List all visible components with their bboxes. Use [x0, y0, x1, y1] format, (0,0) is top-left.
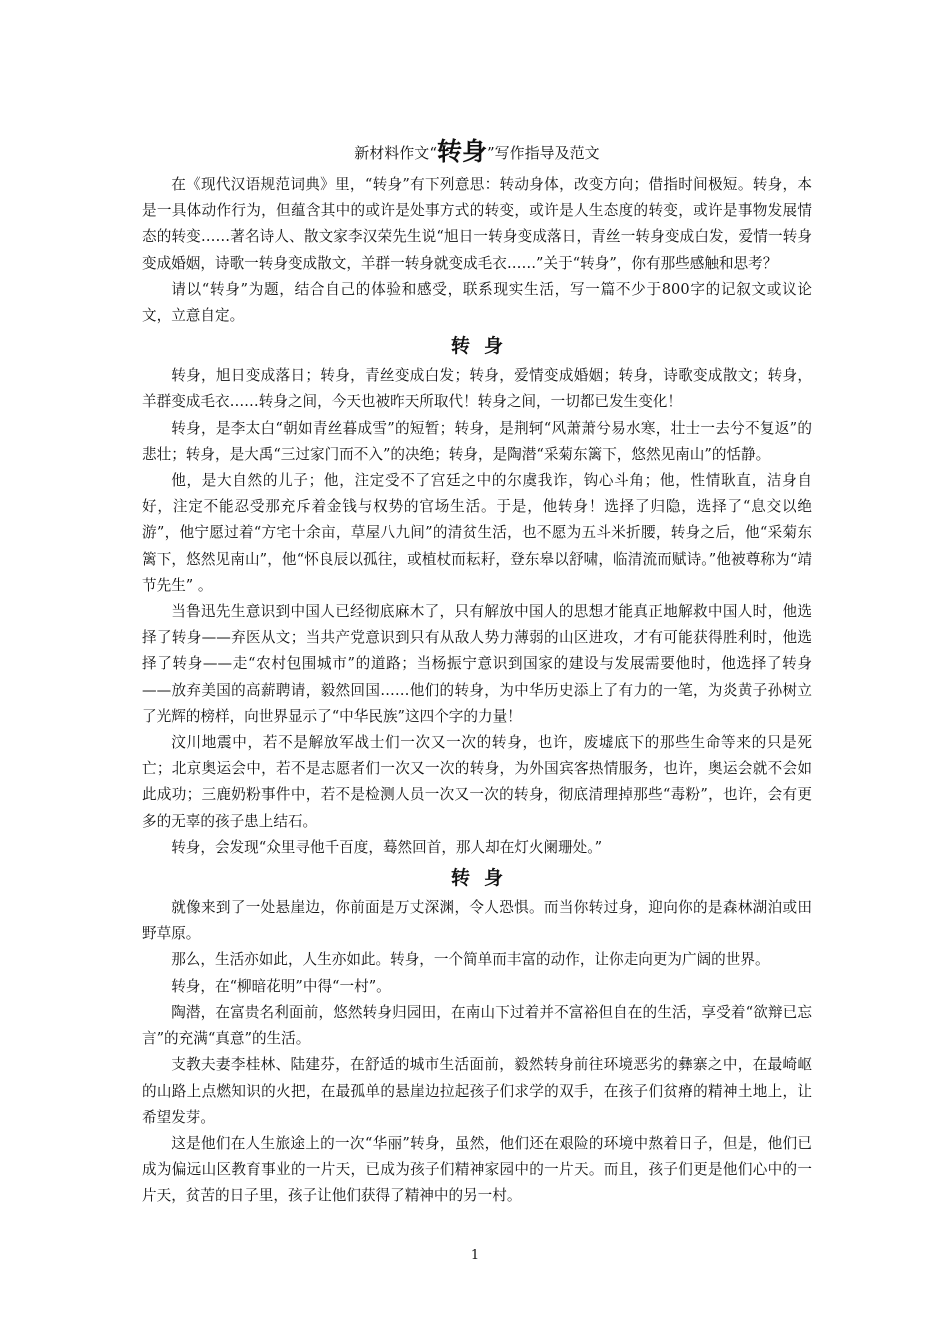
essay-paragraph: 这是他们在人生旅途上的一次“华丽”转身，虽然，他们还在艰险的环境中熬着日子，但是，他们已成为偏远山区教育事业的一片天，已成为孩子们精神家园中的一片天。而且，孩子们更是他们心中的一片天，贫苦的日子里，孩子让他们获得了精神中的另一村。 [142, 1134, 812, 1205]
essay-paragraph: 他，是大自然的儿子；他，注定受不了宫廷之中的尔虞我诈，钩心斗角；他，性情耿直，洁身自好，注定不能忍受那充斥着金钱与权势的官场生活。于是，他转身！选择了归隐，选择了“息交以绝游”，他宁愿过着“方宅十余亩，草屋八九间”的清贫生活，也不愿为五斗米折腰，转身之后，他“采菊东篱下，悠然见南山”，他“怀良辰以孤往，或植杖而耘耔，登东皋以舒啸，临清流而赋诗。”他被尊称为“靖节先生” 。 [142, 472, 812, 594]
prompt-paragraph: 在《现代汉语规范词典》里，“转身”有下列意思：转动身体，改变方向；借指时间极短。转身，本是一具体动作行为，但蕴含其中的或许是处事方式的转变，或许是人生态度的转变，或许是事物发展情态的转变……著名诗人、散文家李汉荣先生说“旭日一转身变成落日，青丝一转身变成白发，爱情一转身变成婚姻，诗歌一转身变成散文，羊群一转身就变成毛衣……”关于“转身”，你有那些感触和思考？ [142, 176, 812, 272]
essay-paragraph: 转身，会发现“众里寻他千百度，蓦然回首，那人却在灯火阑珊处。” [171, 838, 603, 856]
essay-paragraph: 那么，生活亦如此，人生亦如此。转身，一个简单而丰富的动作，让你走向更为广阔的世界。 [171, 951, 770, 969]
essay-paragraph: 转身，是李太白“朝如青丝暮成雪”的短暂；转身，是荆轲“风萧萧兮易水寒，壮士一去兮不复返”的悲壮；转身，是大禹“三过家门而不入”的决绝；转身，是陶潜“采菊东篱下，悠然见南山”的恬静。 [142, 419, 812, 463]
essay-paragraph: 陶潜，在富贵名利面前，悠然转身归园田，在南山下过着并不富裕但自在的生活，享受着“欲辩已忘言”的充满“真意”的生活。 [142, 1003, 812, 1048]
essay-paragraph: 支教夫妻李桂林、陆建芬，在舒适的城市生活面前，毅然转身前往环境恶劣的彝寨之中，在最崎岖的山路上点燃知识的火把，在最孤单的悬崖边拉起孩子们求学的双手，在孩子们贫瘠的精神土地上，让希望发芽。 [142, 1056, 812, 1126]
essay-title: 转身 [450, 335, 517, 358]
title-prefix: 新材料作文 [354, 144, 430, 162]
document-page [142, 132, 812, 1210]
essay-paragraph: 转身，在“柳暗花明”中得“一村”。 [171, 977, 391, 995]
essay-paragraph: 就像来到了一处悬崖边，你前面是万丈深渊，令人恐惧。而当你转过身，迎向你的是森林湖泊或田野草原。 [142, 899, 812, 943]
title-suffix: 写作指导及范文 [494, 144, 600, 162]
essay-paragraph: 转身，旭日变成落日；转身，青丝变成白发；转身，爱情变成婚姻；转身，诗歌变成散文；转身，羊群变成毛衣……转身之间，今天也被昨天所取代！转身之间，一切都已发生变化！ [142, 367, 812, 411]
title-quote-open: “ [429, 144, 437, 162]
title-quote-close: ” [487, 144, 495, 162]
essay-paragraph: 汶川地震中，若不是解放军战士们一次又一次的转身，也许，废墟底下的那些生命等来的只是死亡；北京奥运会中，若不是志愿者们一次又一次的转身，为外国宾客热情服务，也许，奥运会就不会如此成功；三鹿奶粉事件中，若不是检测人员一次又一次的转身，彻底清理掉那些“毒粉”，也许，会有更多的无辜的孩子患上结石。 [142, 734, 812, 830]
prompt-paragraph: 请以“转身”为题，结合自己的体验和感受，联系现实生活，写一篇不少于800字的记叙文或议论文，立意自定。 [142, 280, 812, 325]
essay-paragraph: 当鲁迅先生意识到中国人已经彻底麻木了，只有解放中国人的思想才能真正地解救中国人时，他选择了转身——弃医从文；当共产党意识到只有从敌人势力薄弱的山区进攻，才有可能获得胜利时，他选择了转身——走“农村包围城市”的道路；当杨振宁意识到国家的建设与发展需要他时，他选择了转身——放弃美国的高薪聘请，毅然回国……他们的转身，为中华历史添上了有力的一笔，为炎黄子孙树立了光辉的榜样，向世界显示了“中华民族”这四个字的力量！ [142, 603, 812, 725]
document-title [142, 132, 812, 172]
title-main: 转身 [436, 137, 487, 166]
page-number: 1 [470, 1248, 480, 1263]
essay-title: 转身 [450, 867, 517, 890]
